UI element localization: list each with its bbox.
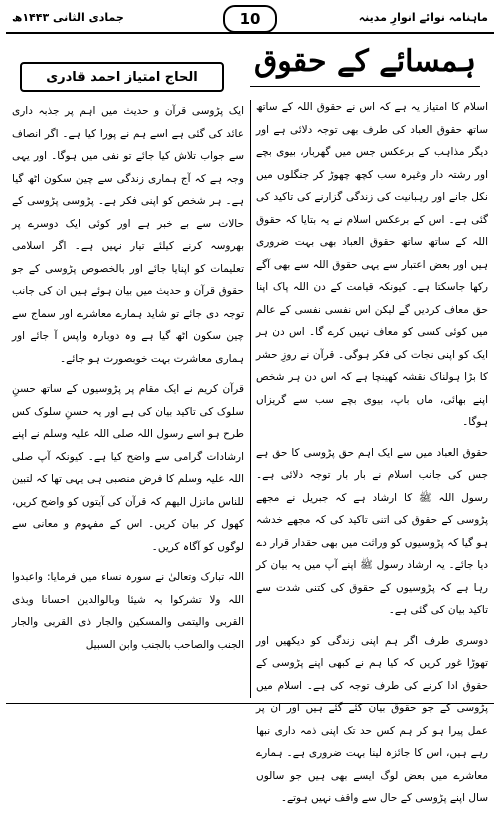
- left-column: [12, 100, 244, 664]
- paragraph: حقوق العباد میں سے ایک اہم حق پڑوسی کا حق ہے جس کی جانب اسلام نے بار بار توجہ دلائی ہے۔ رسول اللہ ﷺ کا ارشاد ہے کہ جبریل نے مجھے پڑوسی کے حقوق کی اتنی تاکید کی کہ مجھے خدشہ ہو گیا کہ پڑوسیوں کو وراثت میں بھی حقدار قرار دے دیا جائے۔ یہ ارشاد رسول ﷺ اپنے آپ میں یہ بیان کر رہا ہے کہ پڑوسیوں کے حقوق کی کتنی شدت سے تاکید بیان کی گئی ہے۔: [256, 446, 488, 616]
- paragraph: ایک پڑوسی قرآن و حدیث میں اہم پر جذبہ داری عائد کی گئی ہے اسے ہم نے پورا کیا ہے۔ اگر انصاف سے جواب تلاش کیا جائے تو نفی میں ہوگا۔ اور یہی وجہ ہے کہ آج ہماری زندگی سے چین سکون اٹھ گیا ہے۔ ہر شخص کو اپنی فکر ہے۔ پڑوسی پڑوسی کے حالات سے بے خبر ہے اور کوئی ایک دوسرے پر بھروسہ کرنے کیلئے تیار نہیں ہے۔ اگر اسلامی تعلیمات کو اپنایا جائے اور بالخصوص پڑوسی کے جو حقوق قرآن و حدیث میں بیان ہوئے ہیں ان کی جانب توجہ دی جائے تو شاید ہمارے معاشرے اور سماج سے چین سکون اٹھ گیا ہے وہ دوبارہ واپس آ جائے اور ہماری معاشرت بہت خوبصورت ہو جائے۔: [12, 105, 244, 365]
- column-divider: [250, 100, 251, 698]
- article-title: ہمسائے کے حقوق: [254, 44, 476, 79]
- paragraph: اللہ تبارک وتعالیٰ نے سورہ نساء میں فرمایا: واعبدوا اللہ ولا تشرکوا بہ شیئا وبالوالدین احسانا وبذی القربی والیتمی والمسکین والجار ذی القربی والجار الجنب والصاحب بالجنب وابن السبیل: [12, 571, 244, 651]
- right-column: [256, 96, 488, 818]
- footer-divider: [6, 703, 494, 704]
- page-number: 10: [223, 5, 277, 33]
- paragraph: قرآن کریم نے ایک مقام پر پڑوسیوں کے ساتھ حسنِ سلوک کی تاکید بیان کی ہے اور یہ حسنِ سلوک کس طرح ہو اسے رسول اللہ صلی اللہ علیہ وسلم نے اپنے ارشادات گرامی سے واضح کیا ہے۔ کیونکہ آپ صلی اللہ علیہ وسلم کا فرض منصبی ہی یہی تھا کہ لتبین للناس مانزل الیھم کہ قرآن کی آیتوں کو واضح کریں، کھول کر بیان کریں۔ اس کے مفہوم و معانی سے لوگوں کو آگاہ کریں۔: [12, 383, 244, 553]
- title-underline: [250, 86, 480, 87]
- issue-date: جمادی الثانی ۱۴۴۳ھ: [12, 10, 124, 24]
- paragraph: اسلام کا امتیاز یہ ہے کہ اس نے حقوق اللہ کے ساتھ ساتھ حقوق العباد کی طرف بھی توجہ دلائی ہے اور دیگر مذاہب کے برعکس جس میں گھربار، بیوی بچے اور رشتہ دار وغیرہ سب کچھ چھوڑ کر جنگلوں میں نکل جانے اور رہبانیت کی زندگی گزارنے کی تاکید کی گئی ہے۔ اس کے برعکس اسلام نے یہ بتایا کہ حقوق اللہ کے ساتھ ساتھ حقوق العباد بھی بہت ضروری ہیں اور بعض اعتبار سے یہی حقوق اللہ سے بھی آگے رکھا جاسکتا ہے۔ کیونکہ قیامت کے دن اللہ پاک اپنا حق معاف کردیں گے لیکن اس نفسی نفسی کے عالم میں کوئی کسی کو معاف نہیں کرے گا۔ اس دن ہر ایک کو اپنی نجات کی فکر ہوگی۔ قرآن نے روزِ حشر کا بڑا ہولناک نقشہ کھینچا ہے کہ اس دن ہر شخص اپنے بھائی، ماں باپ، بیوی بچے سب سے گریزاں ہوگا۔: [256, 101, 488, 428]
- magazine-name: ماہنامہ نوائے انوارِ مدینہ: [358, 10, 488, 24]
- header-divider: [6, 32, 494, 34]
- author-box: الحاج امتیاز احمد قادری: [20, 62, 224, 92]
- paragraph: دوسری طرف اگر ہم اپنی زندگی کو دیکھیں اور تھوڑا غور کریں کہ کیا ہم نے کبھی اپنے پڑوسی کے حقوق ادا کرنے کی طرف توجہ کی ہے۔ اسلام میں پڑوسی کے جو حقوق بیان کئے گئے ہیں اور ان پر عمل پیرا ہو کر ہم کس حد تک اپنی ذمہ داری نبھا رہے ہیں، اس کا جائزہ لینا بہت ضروری ہے۔ ہمارے معاشرے میں بعض لوگ ایسے بھی ہیں جو سالوں سال اپنے پڑوسی کے حال سے واقف نہیں ہوتے۔: [256, 634, 488, 804]
